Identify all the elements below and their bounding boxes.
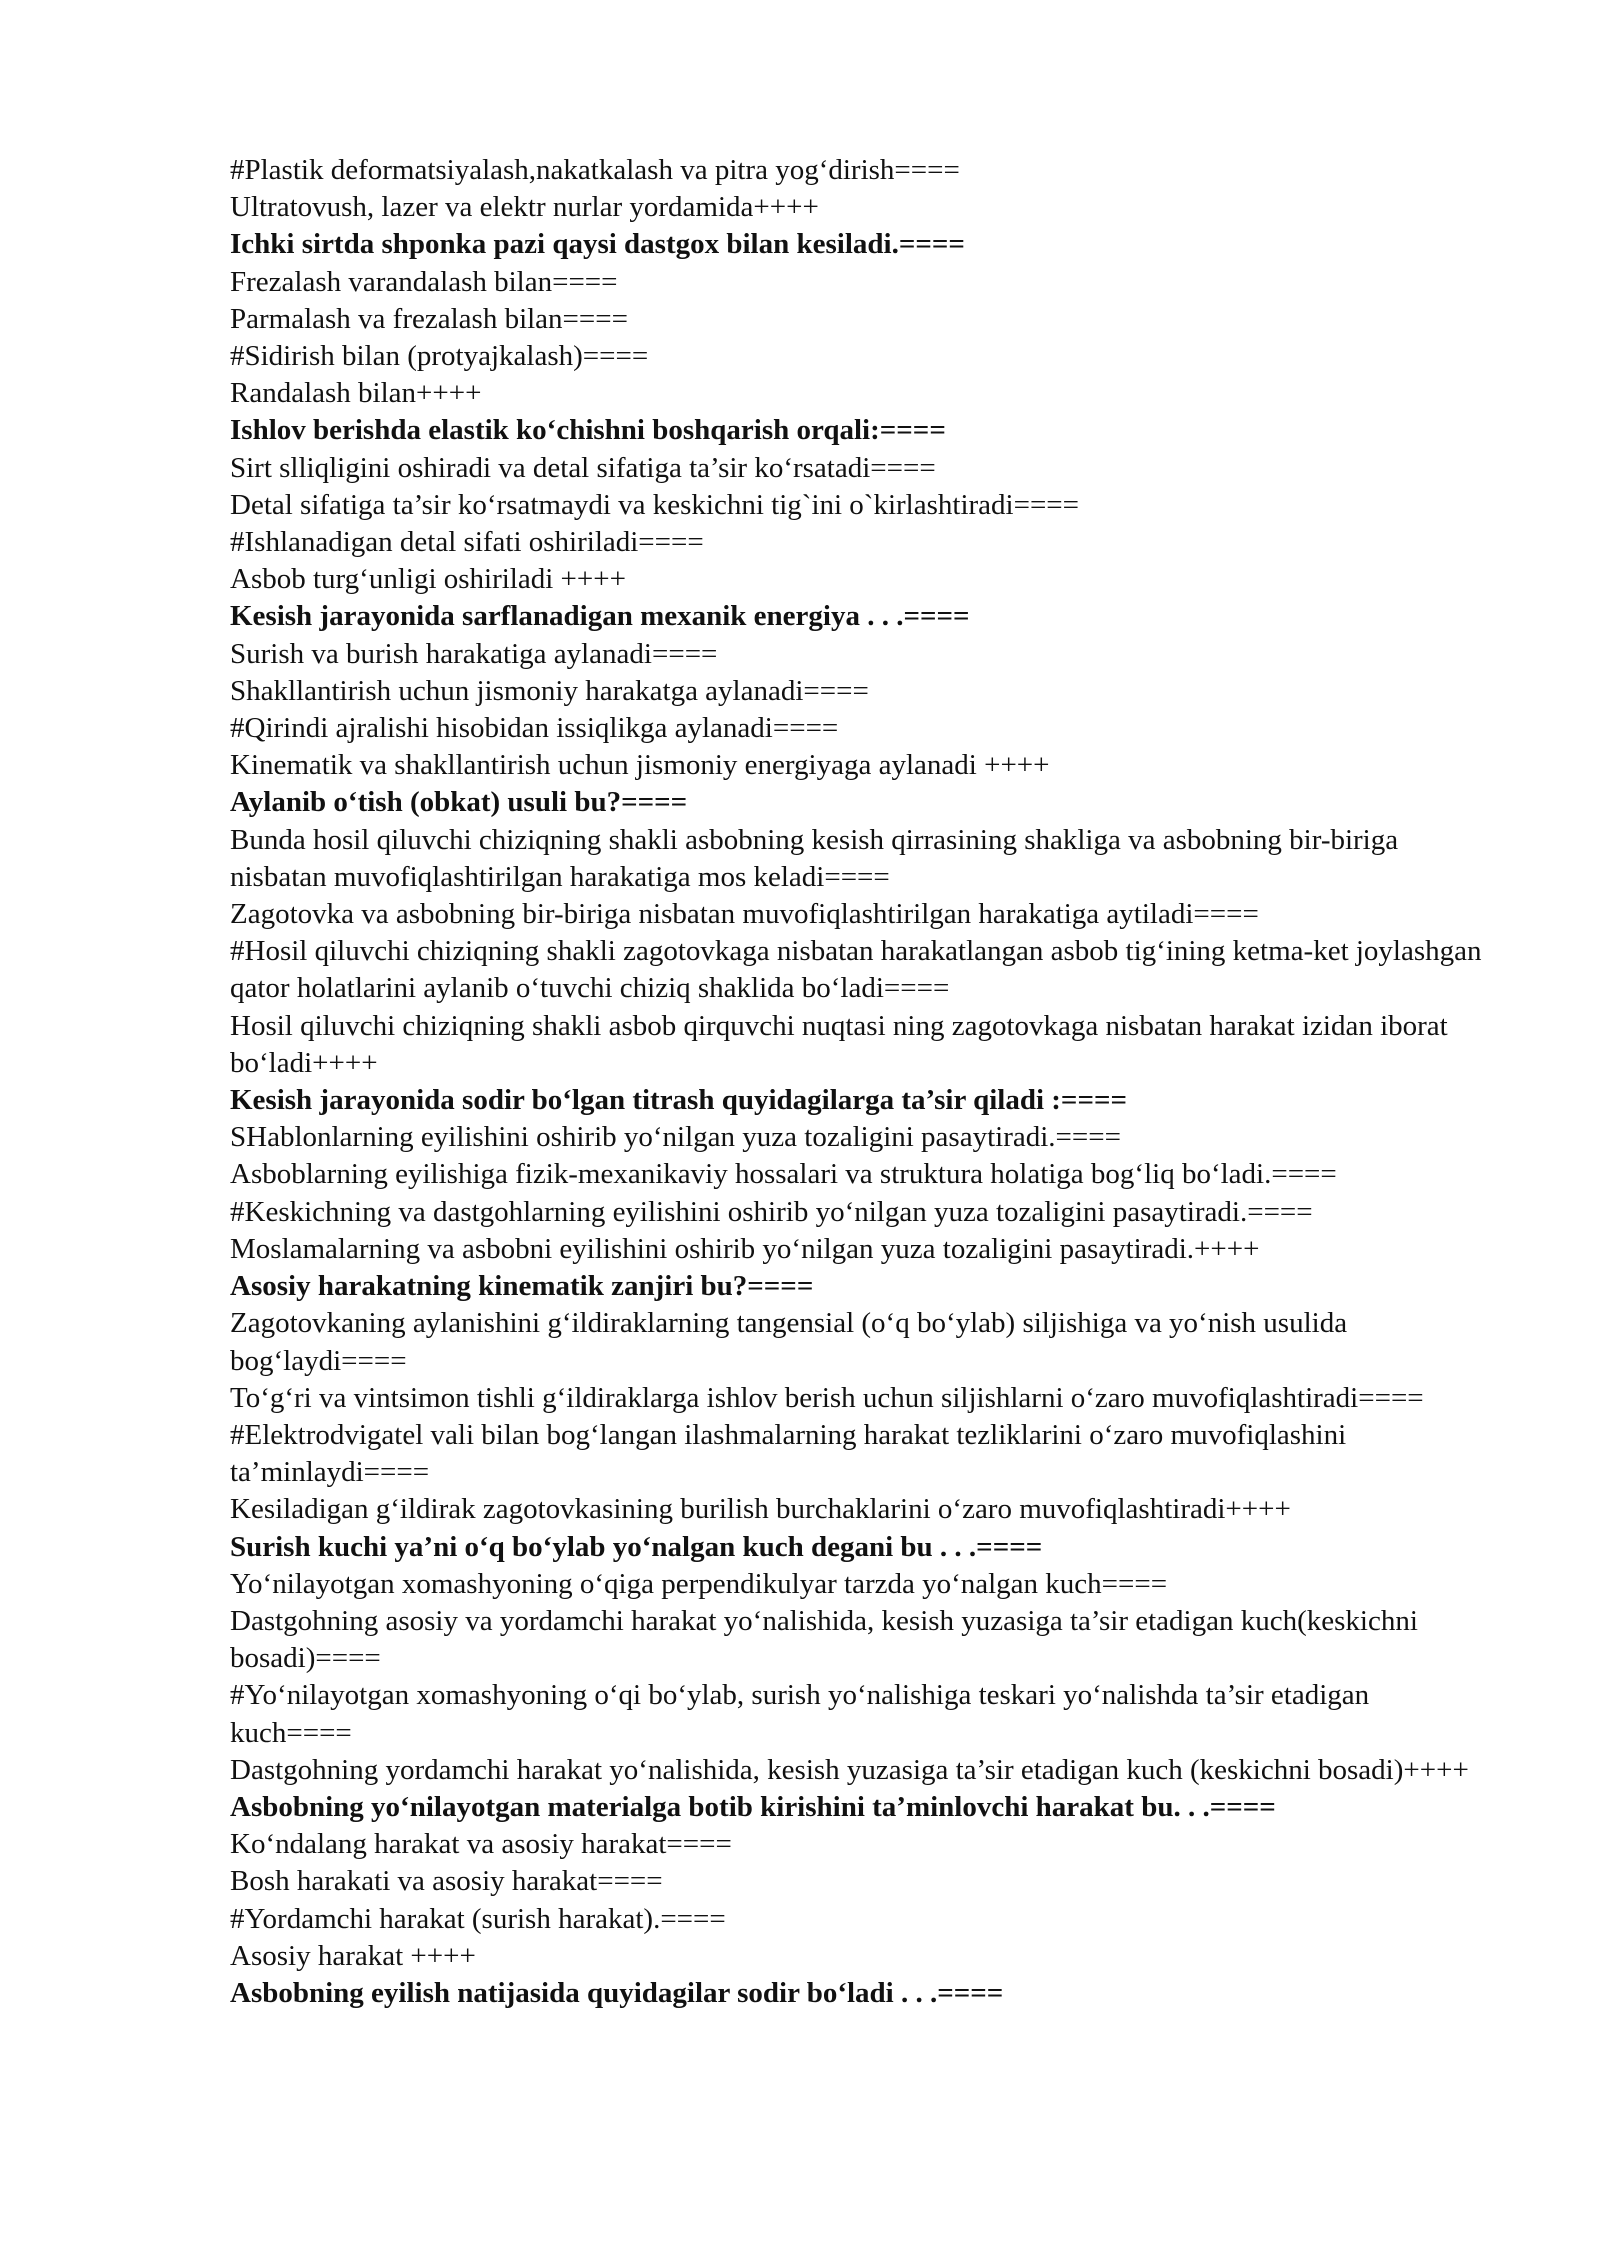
question-text: Kesish jarayonida sodir bo‘lgan titrash quyidagilarga ta’sir qiladi :==== (230, 1084, 1128, 1117)
answer-option: Randalash bilan++++ (230, 377, 482, 410)
question-text: Kesish jarayonida sarflanadigan mexanik energiya . . .==== (230, 600, 970, 633)
answer-option: Bosh harakati va asosiy harakat==== (230, 1865, 663, 1898)
question-text: Aylanib o‘tish (obkat) usuli bu?==== (230, 786, 688, 819)
answer-option: Asboblarning eyilishiga fizik-mexanikaviy hossalari va struktura holatiga bog‘liq bo‘ladi.==== (230, 1158, 1337, 1191)
answer-option: Sirt slliqligini oshiradi va detal sifatiga ta’sir ko‘rsatadi==== (230, 451, 936, 484)
answer-option: Dastgohning yordamchi harakat yo‘nalishida, kesish yuzasiga ta’sir etadigan kuch (keskichni bosadi)++++ (230, 1753, 1469, 1786)
answer-option: Moslamalarning va asbobni eyilishini oshirib yo‘nilgan yuza tozaligini pasaytiradi.++++ (230, 1232, 1260, 1265)
answer-option: SHablonlarning eyilishini oshirib yo‘nilgan yuza tozaligini pasaytiradi.==== (230, 1121, 1121, 1154)
answer-option: #Hosil qiluvchi chiziqning shakli zagotovkaga nisbatan harakatlangan asbob tig‘ining ketma-ket joylashgan qator holatlarini aylanib o‘tuvchi chiziq shaklida bo‘ladi==== (230, 935, 1482, 1005)
question-text: Surish kuchi ya’ni o‘q bo‘ylab yo‘nalgan kuch degani bu . . .==== (230, 1530, 1043, 1563)
answer-option: #Yo‘nilayotgan xomashyoning o‘qi bo‘ylab, surish yo‘nalishiga teskari yo‘nalishda ta’sir etadigan kuch==== (230, 1679, 1370, 1749)
answer-option: Detal sifatiga ta’sir ko‘rsatmaydi va keskichni tig`ini o`kirlashtiradi==== (230, 488, 1080, 521)
question-text: Ichki sirtda shponka pazi qaysi dastgox bilan kesiladi.==== (230, 228, 965, 261)
answer-option: #Ishlanadigan detal sifati oshiriladi==== (230, 526, 704, 559)
answer-option: Dastgohning asosiy va yordamchi harakat yo‘nalishida, kesish yuzasiga ta’sir etadigan kuch(keskichni bosadi)==== (230, 1604, 1418, 1675)
answer-option: #Keskichning va dastgohlarning eyilishini oshirib yo‘nilgan yuza tozaligini pasaytiradi.==== (230, 1195, 1313, 1228)
answer-option: Yo‘nilayotgan xomashyoning o‘qiga perpendikulyar tarzda yo‘nalgan kuch==== (230, 1567, 1168, 1600)
answer-option: Ko‘ndalang harakat va asosiy harakat==== (230, 1828, 732, 1861)
question-text: Ishlov berishda elastik ko‘chishni boshqarish orqali:==== (230, 414, 946, 447)
answer-option: Kinematik va shakllantirish uchun jismoniy energiyaga aylanadi ++++ (230, 749, 1050, 782)
answer-option: Asosiy harakat ++++ (230, 1939, 476, 1972)
answer-option: #Elektrodvigatel vali bilan bog‘langan ilashmalarning harakat tezliklarini o‘zaro muvofiqlashini ta’minlaydi==== (230, 1418, 1347, 1489)
answer-option: Zagotovka va asbobning bir-biriga nisbatan muvofiqlashtirilgan harakatiga aytiladi==== (230, 898, 1259, 931)
answer-option: Bunda hosil qiluvchi chiziqning shakli asbobning kesish qirrasining shakliga va asbobning bir-biriga nisbatan muvofiqlashtirilgan harakatiga mos keladi==== (230, 823, 1399, 893)
answer-option: Kesiladigan g‘ildirak zagotovkasining burilish burchaklarini o‘zaro muvofiqlashtiradi++++ (230, 1493, 1291, 1526)
document-page (230, 152, 1490, 2012)
answer-option: Frezalash varandalash bilan==== (230, 265, 618, 298)
answer-option: Parmalash va frezalash bilan==== (230, 302, 628, 335)
answer-option: Ultratovush, lazer va elektr nurlar yordamida++++ (230, 191, 819, 224)
answer-option: To‘g‘ri va vintsimon tishli g‘ildiraklarga ishlov berish uchun siljishlarni o‘zaro muvofiqlashtiradi==== (230, 1381, 1424, 1414)
answer-option: #Yordamchi harakat (surish harakat).==== (230, 1902, 726, 1935)
question-text: Asbobning yo‘nilayotgan materialga botib kirishini ta’minlovchi harakat bu. . .==== (230, 1790, 1276, 1823)
answer-option: #Plastik deformatsiyalash,nakatkalash va pitra yog‘dirish==== (230, 154, 960, 186)
answer-option: Zagotovkaning aylanishini g‘ildiraklarning tangensial (o‘q bo‘ylab) siljishiga va yo‘nish usulida bog‘laydi==== (230, 1307, 1348, 1377)
answer-option: Hosil qiluvchi chiziqning shakli asbob qirquvchi nuqtasi ning zagotovkaga nisbatan harakat izidan iborat bo‘ladi++++ (230, 1009, 1448, 1079)
question-text: Asbobning eyilish natijasida quyidagilar sodir bo‘ladi . . .==== (230, 1976, 1004, 2009)
answer-option: #Sidirish bilan (protyajkalash)==== (230, 340, 649, 373)
answer-option: Asbob turg‘unligi oshiriladi ++++ (230, 563, 626, 596)
answer-option: #Qirindi ajralishi hisobidan issiqlikga aylanadi==== (230, 712, 839, 745)
answer-option: Surish va burish harakatiga aylanadi==== (230, 637, 718, 670)
question-text: Asosiy harakatning kinematik zanjiri bu?==== (230, 1270, 814, 1303)
answer-option: Shakllantirish uchun jismoniy harakatga aylanadi==== (230, 674, 869, 707)
